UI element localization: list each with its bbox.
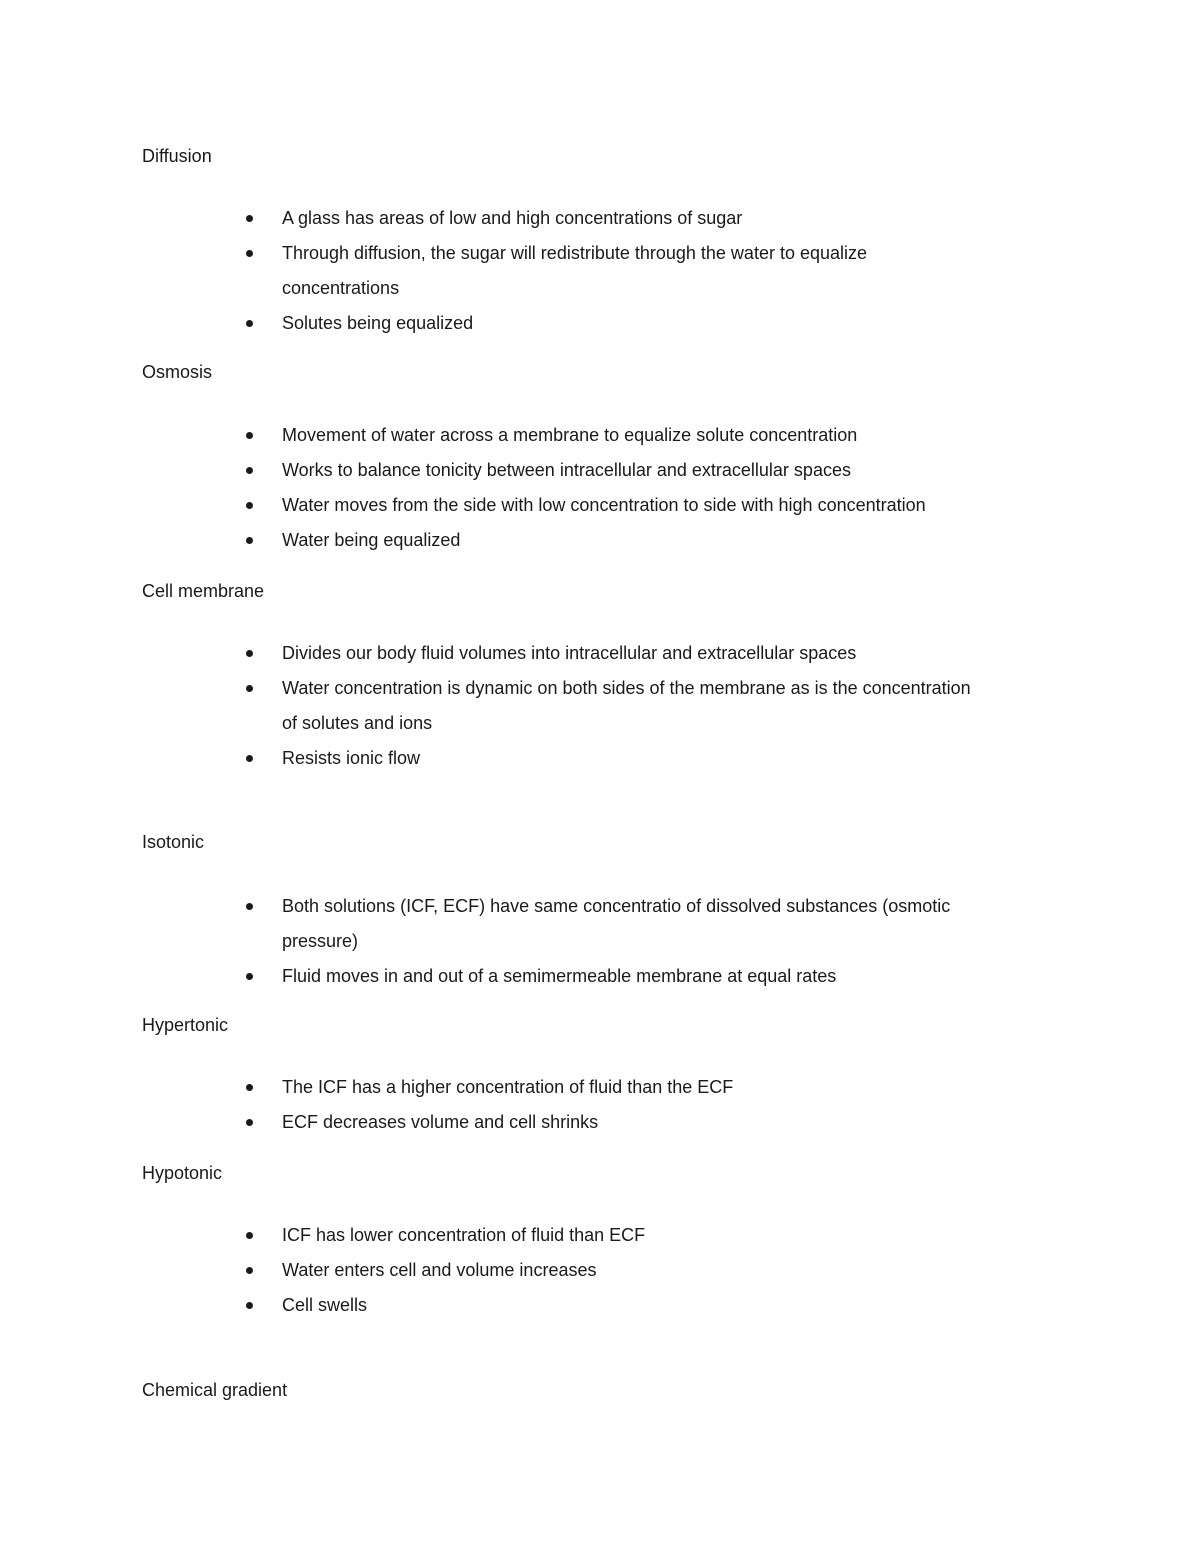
section-diffusion <box>142 144 1072 341</box>
bullet-list <box>142 636 1072 776</box>
list-item <box>142 453 1072 488</box>
bullet-icon <box>246 1119 253 1126</box>
section-osmosis <box>142 360 1072 558</box>
list-item <box>142 636 1072 671</box>
list-item-text: Water being equalized <box>282 530 461 550</box>
list-item-text: Solutes being equalized <box>282 313 474 333</box>
section-hypotonic <box>142 1161 1072 1323</box>
bullet-icon <box>246 973 253 980</box>
list-item <box>142 1070 1072 1105</box>
bullet-icon <box>246 1232 253 1239</box>
bullet-icon <box>246 1302 253 1309</box>
list-item-text-continued: pressure) <box>282 931 359 951</box>
list-item <box>142 741 1072 776</box>
list-item <box>142 959 1072 994</box>
list-item-text: ICF has lower concentration of fluid than ECF <box>282 1225 646 1245</box>
list-item <box>142 1253 1072 1288</box>
list-item <box>142 523 1072 558</box>
list-item <box>142 236 1072 306</box>
list-item-text: Fluid moves in and out of a semimermeable membrane at equal rates <box>282 966 837 986</box>
bullet-icon <box>246 215 253 222</box>
bullet-icon <box>246 537 253 544</box>
bullet-icon <box>246 685 253 692</box>
list-item <box>142 488 1072 523</box>
bullet-icon <box>246 650 253 657</box>
list-item-text: A glass has areas of low and high concentrations of sugar <box>282 208 743 228</box>
list-item <box>142 418 1072 453</box>
list-item-text: The ICF has a higher concentration of fluid than the ECF <box>282 1077 734 1097</box>
list-item-text-continued: concentrations <box>282 278 400 298</box>
bullet-icon <box>246 467 253 474</box>
list-item-text: Water concentration is dynamic on both sides of the membrane as is the concentration <box>282 678 971 698</box>
section-cell-membrane <box>142 579 1072 776</box>
section-heading: Isotonic <box>142 832 205 852</box>
section-chemical-gradient <box>142 1378 1072 1402</box>
list-item <box>142 889 1072 959</box>
list-item <box>142 306 1072 341</box>
list-item-text-continued: of solutes and ions <box>282 713 433 733</box>
bullet-list <box>142 418 1072 558</box>
bullet-icon <box>246 1084 253 1091</box>
section-hypertonic <box>142 1013 1072 1140</box>
bullet-icon <box>246 903 253 910</box>
list-item <box>142 1105 1072 1140</box>
list-item <box>142 1218 1072 1253</box>
bullet-icon <box>246 250 253 257</box>
bullet-icon <box>246 320 253 327</box>
list-item <box>142 671 1072 741</box>
list-item-text: Works to balance tonicity between intracellular and extracellular spaces <box>282 460 851 480</box>
section-heading: Hypotonic <box>142 1163 223 1183</box>
list-item-text: Water enters cell and volume increases <box>282 1260 597 1280</box>
list-item-text: Through diffusion, the sugar will redistribute through the water to equalize <box>282 243 868 263</box>
bullet-icon <box>246 755 253 762</box>
bullet-icon <box>246 502 253 509</box>
list-item-text: ECF decreases volume and cell shrinks <box>282 1112 599 1132</box>
section-isotonic <box>142 830 1072 994</box>
bullet-list <box>142 201 1072 341</box>
section-heading: Chemical gradient <box>142 1380 288 1400</box>
section-heading: Cell membrane <box>142 581 265 601</box>
section-heading: Diffusion <box>142 146 212 166</box>
bullet-icon <box>246 1267 253 1274</box>
list-item-text: Both solutions (ICF, ECF) have same concentratio of dissolved substances (osmotic <box>282 896 951 916</box>
list-item-text: Divides our body fluid volumes into intracellular and extracellular spaces <box>282 643 857 663</box>
bullet-icon <box>246 432 253 439</box>
section-heading: Osmosis <box>142 362 213 382</box>
list-item <box>142 1288 1072 1323</box>
list-item-text: Movement of water across a membrane to equalize solute concentration <box>282 425 858 445</box>
list-item <box>142 201 1072 236</box>
bullet-list <box>142 1070 1072 1140</box>
bullet-list <box>142 1218 1072 1323</box>
bullet-list <box>142 889 1072 994</box>
section-heading: Hypertonic <box>142 1015 229 1035</box>
list-item-text: Resists ionic flow <box>282 748 421 768</box>
list-item-text: Cell swells <box>282 1295 368 1315</box>
list-item-text: Water moves from the side with low concentration to side with high concentration <box>282 495 926 515</box>
